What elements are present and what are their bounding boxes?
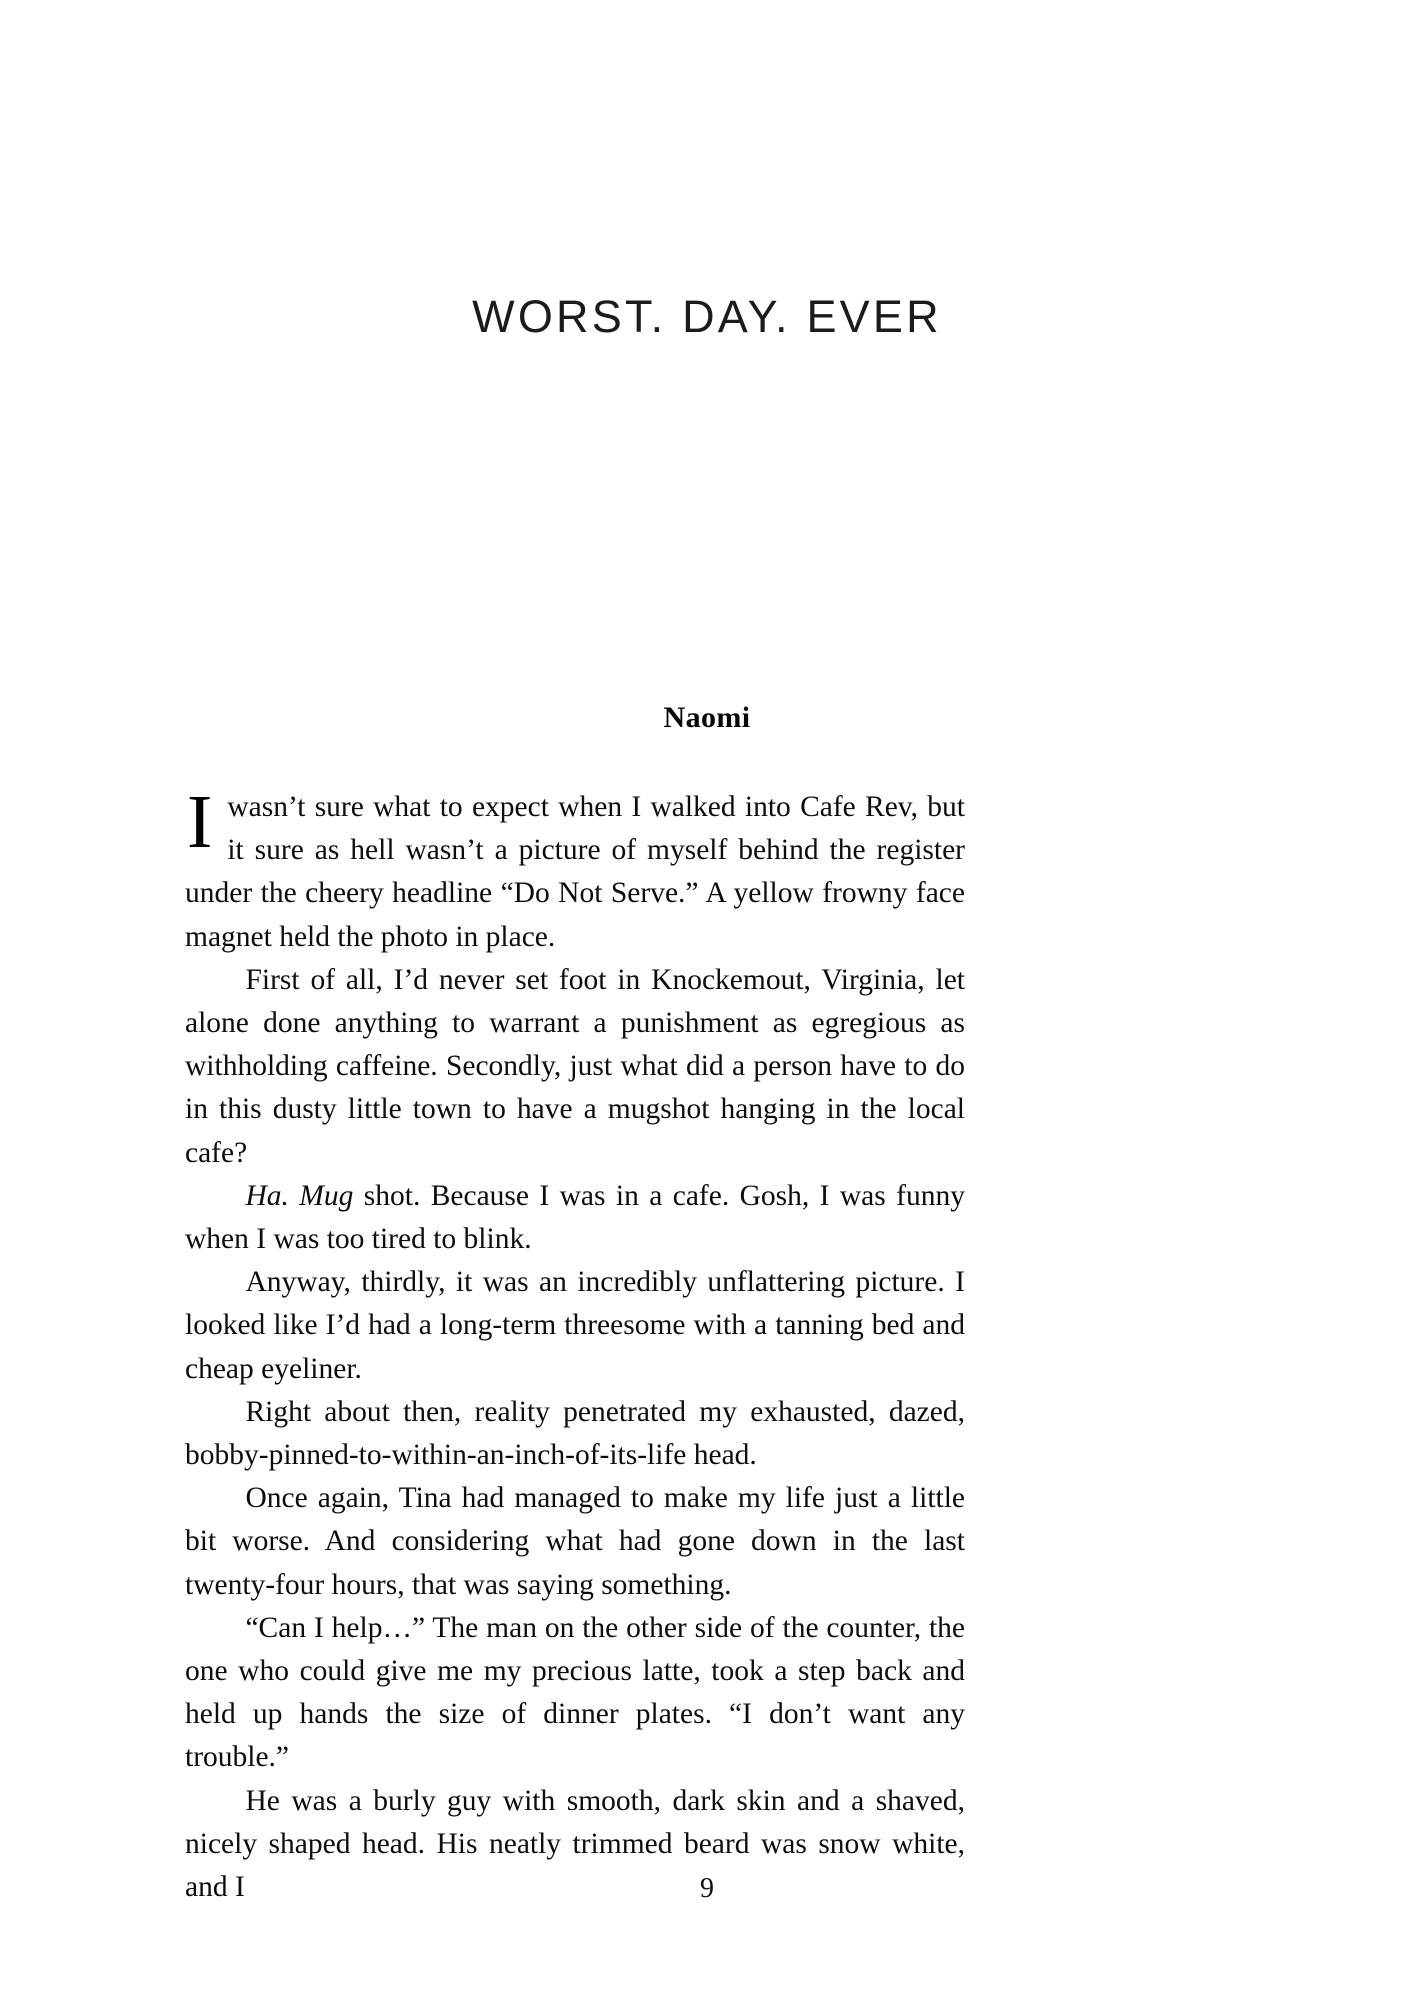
paragraph-3 — [185, 1175, 965, 1261]
paragraph-6: Once again, Tina had managed to make my life just a little bit worse. And considering what had gone down in the last twenty-four hours, that was saying something. — [185, 1482, 965, 1601]
paragraph-3-rest: shot. Because I was in a cafe. Gosh, I was funny when I was too tired to blink. — [185, 1179, 965, 1256]
page-number: 9 — [700, 1873, 714, 1904]
paragraph-3-italic-lead: Ha. Mug — [245, 1179, 354, 1212]
paragraph-1: Iwasn’t sure what to expect when I walked into Cafe Rev, but it sure as hell wasn’t a picture of myself behind the register under the cheery headline “Do Not Serve.” A yellow frowny face magnet held the photo in place. — [185, 780, 965, 953]
paragraph-2: First of all, I’d never set foot in Knockemout, Virginia, let alone done anything to warrant a punishment as egregious as withholding caffeine. Secondly, just what did a person have to do in this dusty little town to have a mugshot hanging in the local cafe? — [185, 963, 965, 1169]
paragraph-7: “Can I help…” The man on the other side of the counter, the one who could give me my precious latte, took a step back and held up hands the size of dinner plates. “I don’t want any trouble.” — [185, 1611, 965, 1774]
paragraph-5: Right about then, reality penetrated my exhausted, dazed, bobby-pinned-to-within-an-inch-of-its-life head. — [185, 1395, 965, 1472]
body-text — [185, 780, 965, 1909]
paragraph-4: Anyway, thirdly, it was an incredibly unflattering picture. I looked like I’d had a long-term threesome with a tanning bed and cheap eyeliner. — [185, 1266, 965, 1385]
pov-character-heading: Naomi — [663, 701, 751, 734]
chapter-title: WORST. DAY. EVER — [472, 291, 942, 342]
paragraph-8: He was a burly guy with smooth, dark skin and a shaved, nicely shaped head. His neatly trimmed beard was snow white, and I — [185, 1784, 965, 1904]
